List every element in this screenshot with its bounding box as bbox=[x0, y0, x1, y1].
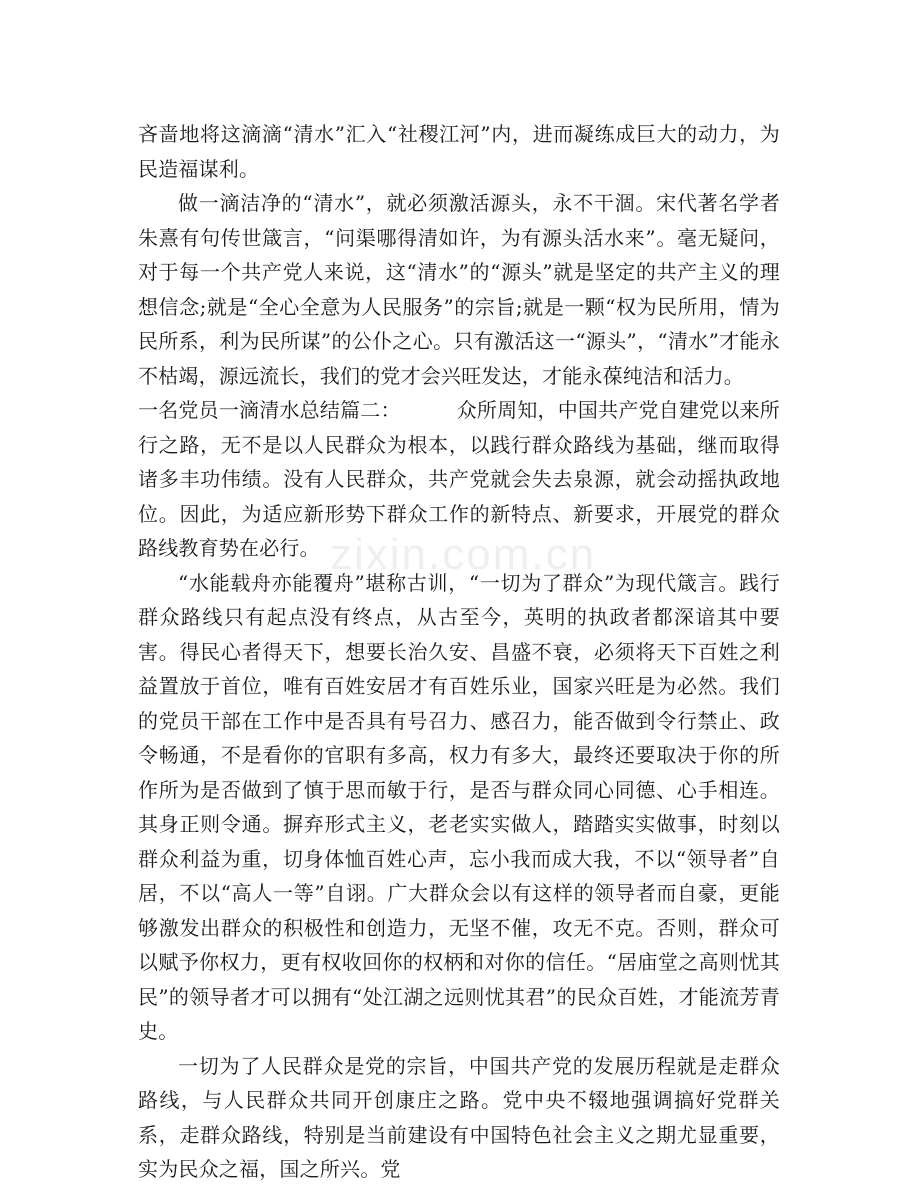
paragraph: 吝啬地将这滴滴“清水”汇入“社稷江河”内，进而凝练成巨大的动力，为民造福谋利。 bbox=[138, 122, 780, 181]
paragraph: 做一滴洁净的“清水”，就必须激活源头，永不干涸。宋代著名学者朱熹有句传世箴言，“问渠哪得清如许，为有源头活水来”。毫无疑问，对于每一个共产党人来说，这“清水”的“源头”就是坚定的共产主义的理想信念;就是“全心全意为人民服务”的宗旨;就是一颗“权为民所用，情为民所系，利为民所谋”的公仆之心。只有激活这一“源头”，“清水”才能永不枯竭，源远流长，我们的党才会兴旺发达，才能永葆纯洁和活力。 bbox=[138, 191, 780, 388]
document-body bbox=[138, 117, 780, 1187]
paragraph-with-heading bbox=[138, 393, 780, 566]
section-heading: 一名党员一滴清水总结篇二： bbox=[138, 398, 401, 422]
paragraph: “水能载舟亦能覆舟”堪称古训，“一切为了群众”为现代箴言。践行群众路线只有起点没有终点，从古至今，英明的执政者都深谙其中要害。得民心者得天下，想要长治久安、昌盛不衰，必须将天下百姓之利益置放于首位，唯有百姓安居才有百姓乐业，国家兴旺是为必然。我们的党员干部在工作中是否具有号召力、感召力，能否做到令行禁止、政令畅通，不是看你的官职有多高，权力有多大，最终还要取决于你的所作所为是否做到了慎于思而敏于行，是否与群众同心同德、心手相连。其身正则令通。摒弃形式主义，老老实实做人，踏踏实实做事，时刻以群众利益为重，切身体恤百姓心声，忘小我而成大我，不以“领导者”自居，不以“高人一等”自诩。广大群众会以有这样的领导者而自豪，更能够激发出群众的积极性和创造力，无坚不催，攻无不克。否则，群众可以赋予你权力，更有权收回你的权柄和对你的信任。“居庙堂之高则忧其民”的领导者才可以拥有“处江湖之远则忧其君”的民众百姓，才能流芳青史。 bbox=[138, 570, 780, 1043]
paragraph-text: 众所周知，中国共产党自建党以来所行之路，无不是以人民群众为根本，以践行群众路线为基础，继而取得诸多丰功伟绩。没有人民群众，共产党就会失去泉源，就会动摇执政地位。因此，为适应新形势下群众工作的新特点、新要求，开展党的群众路线教育势在必行。 bbox=[138, 398, 780, 560]
paragraph: 一切为了人民群众是党的宗旨，中国共产党的发展历程就是走群众路线，与人民群众共同开创康庄之路。党中央不辍地强调搞好党群关系，走群众路线，特别是当前建设有中国特色社会主义之期尤显重要，实为民众之福，国之所兴。党 bbox=[138, 1053, 780, 1181]
watermark: zixin.com.cn bbox=[330, 530, 597, 579]
